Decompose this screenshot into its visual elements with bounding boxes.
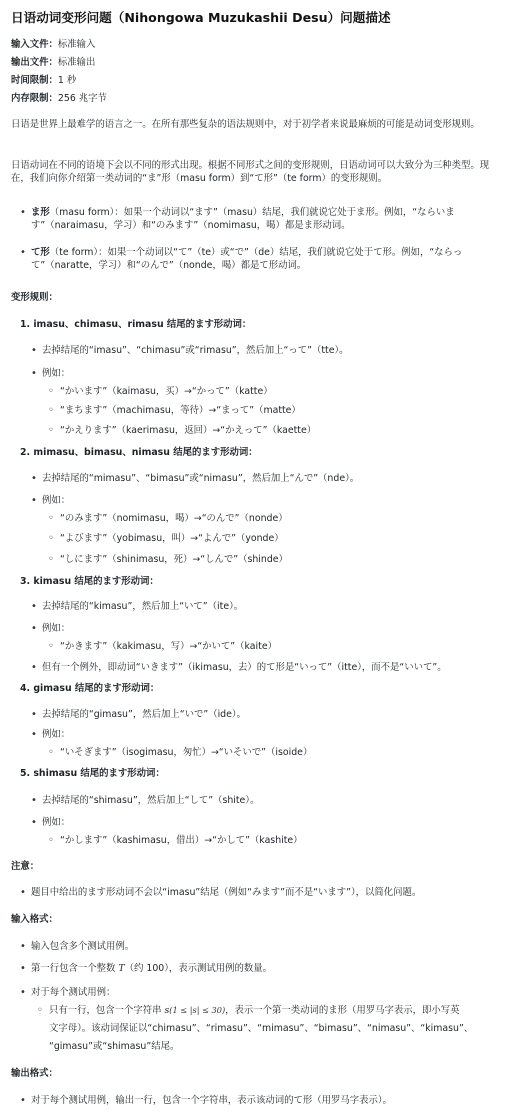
example-item: “いそぎます”（isogimasu，匆忙）→“いそいで”（isoide） [60, 747, 313, 758]
text-segment: ，表示一个第一类动词的ま形（用罗马字表示，即小写英 [225, 1005, 460, 1016]
note-item: 题目中给出的ます形动词不会以“imasu”结尾（例如“みます”而不是“います”），以简化问题。 [31, 887, 422, 898]
example-label: 例如： [42, 368, 71, 379]
bullet: • [31, 795, 37, 806]
input-format-item: 对于每个测试用例： [31, 987, 116, 998]
section-heading: 变形规则： [11, 292, 58, 303]
bullet: • [31, 662, 37, 673]
text-segment: （约 100），表示测试用例的数量。 [124, 963, 273, 974]
rule-title: 3. kimasu 结尾的ます形动词： [20, 576, 159, 587]
input-format-item [31, 962, 272, 975]
text-segment: 只有一行，包含一个字符串 [49, 1005, 165, 1016]
intro-paragraph: 日语动词在不同的语境下会以不同的形式出现。根据不同形式之间的变形规则，日语动词可以大致分为三种类型。现在，我们向你介绍第一类动词的“ま”形（masu form）到“て形”（te form）的变形规则。 [11, 160, 490, 185]
example-item: “かします”（kashimasu，借出）→“かして”（kashite） [60, 835, 303, 846]
te-form-definition [31, 246, 501, 272]
bullet: • [20, 207, 26, 218]
text-segment: 第一行包含一个整数 [31, 963, 119, 974]
example-item: “まちます”（machimasu，等待）→“まって”（matte） [60, 405, 301, 416]
rule-description: 去掉结尾的“shimasu”，然后加上“して”（shite）。 [42, 795, 260, 806]
output-format-item: 对于每个测试用例，输出一行，包含一个字符串，表示该动词的て形（用罗马字表示）。 [31, 1095, 392, 1106]
rule-exception: 但有一个例外，即动词“いきます”（ikimasu，去）的て形是“いって”（itte），而不是“いいて”。 [42, 662, 447, 673]
meta-value: 标准输入 [57, 39, 96, 50]
example-item: “かいます”（kaimasu，买）→“かって”（katte） [60, 386, 273, 397]
term-text: （te form）：如果一个动词以“て”（te）或“で”（de）结尾，我们就说它处于て形。例如，“ならって”（naratte，学习）和“のんで”（nonde，喝）都是て形动词。 [31, 247, 463, 272]
example-label: 例如： [42, 495, 71, 506]
section-heading: 注意： [11, 861, 40, 872]
input-format-subitem-line: 文字母）。该动词保证以“chimasu”、“rimasu”、“mimasu”、“bimasu”、“nimasu”、“kimasu”、 [49, 1023, 474, 1034]
example-item: “しにます”（shinimasu，死）→“しんで”（shinde） [60, 554, 288, 565]
bullet: ◦ [48, 405, 54, 416]
bullet: • [31, 623, 37, 634]
bullet: • [31, 709, 37, 720]
example-item: “のみます”（nomimasu，喝）→“のんで”（nonde） [60, 513, 288, 524]
rule-title: 5. shimasu 结尾的ます形动词： [20, 768, 165, 779]
meta-value: 1 秒 [57, 75, 77, 86]
meta-output-file [11, 56, 510, 69]
rule-title: 4. gimasu 结尾的ます形动词： [20, 683, 160, 694]
bullet: • [31, 473, 37, 484]
input-format-item: 输入包含多个测试用例。 [31, 941, 135, 952]
intro-paragraph: 日语是世界上最难学的语言之一。在所有那些复杂的语法规则中，对于初学者来说最麻烦的可能是动词变形规则。 [11, 119, 480, 130]
meta-value: 256 兆字节 [57, 93, 107, 104]
bullet: ◦ [48, 513, 54, 524]
example-label: 例如： [42, 817, 71, 828]
bullet: • [20, 247, 26, 258]
bullet: ◦ [48, 641, 54, 652]
meta-input-file [11, 38, 510, 51]
bullet: ◦ [48, 554, 54, 565]
bullet: • [20, 887, 26, 898]
meta-value: 标准输出 [57, 57, 96, 68]
masu-form-definition [31, 206, 501, 232]
page-title: 日语动词变形问题（Nihongowa Muzukashii Desu）问题描述 [11, 10, 391, 25]
bullet: ◦ [48, 533, 54, 544]
rule-description: 去掉结尾的“imasu”、“chimasu”或“rimasu”，然后加上“って”（tte）。 [42, 345, 349, 356]
meta-label: 输出文件： [11, 57, 58, 68]
section-heading: 输出格式： [11, 1068, 58, 1079]
bullet: ◦ [37, 1005, 43, 1016]
rule-description: 去掉结尾的“kimasu”，然后加上“いて”（ite）。 [42, 601, 244, 612]
bullet: • [31, 601, 37, 612]
section-heading: 输入格式： [11, 914, 58, 925]
term-label: て形 [31, 247, 50, 258]
math-variable: s [164, 1005, 170, 1016]
bullet: • [20, 1095, 26, 1106]
meta-label: 输入文件： [11, 39, 58, 50]
example-item: “かきます”（kakimasu，写）→“かいて”（kaite） [60, 641, 277, 652]
bullet: • [20, 941, 26, 952]
bullet: ◦ [48, 747, 54, 758]
example-label: 例如： [42, 623, 71, 634]
meta-label: 时间限制： [11, 75, 58, 86]
example-label: 例如： [42, 729, 71, 740]
math-variable: T [118, 963, 125, 974]
rule-title: 1. imasu、chimasu、rimasu 结尾的ます形动词： [20, 319, 252, 330]
input-format-subitem [49, 1004, 460, 1017]
bullet: ◦ [48, 386, 54, 397]
example-item: “かえります”（kaerimasu，返回）→“かえって”（kaette） [60, 425, 317, 436]
bullet: • [20, 987, 26, 998]
bullet: • [31, 368, 37, 379]
rule-description: 去掉结尾的“gimasu”，然后加上“いで”（ide）。 [42, 709, 246, 720]
bullet: • [31, 345, 37, 356]
math-constraint: (1 ≤ |s| ≤ 30) [169, 1005, 226, 1015]
bullet: ◦ [48, 835, 54, 846]
bullet: • [31, 729, 37, 740]
meta-time-limit [11, 74, 510, 87]
rule-description: 去掉结尾的“mimasu”、“bimasu”或“nimasu”，然后加上“んで”（nde）。 [42, 473, 360, 484]
bullet: ◦ [48, 425, 54, 436]
example-item: “よびます”（yobimasu，叫）→“よんで”（yonde） [60, 533, 284, 544]
rule-title: 2. mimasu、bimasu、nimasu 结尾的ます形动词： [20, 447, 258, 458]
bullet: • [31, 495, 37, 506]
term-text: （masu form）：如果一个动词以“ます”（masu）结尾，我们就说它处于ま形。例如，“ならいます”（naraimasu，学习）和“のみます”（nomimasu，喝）都是ま形动词。 [31, 207, 455, 232]
meta-label: 内存限制： [11, 93, 58, 104]
input-format-subitem-line: “gimasu”或“shimasu”结尾。 [49, 1041, 180, 1052]
term-label: ま形 [31, 207, 50, 218]
bullet: • [31, 817, 37, 828]
meta-memory-limit [11, 92, 510, 105]
bullet: • [20, 963, 26, 974]
